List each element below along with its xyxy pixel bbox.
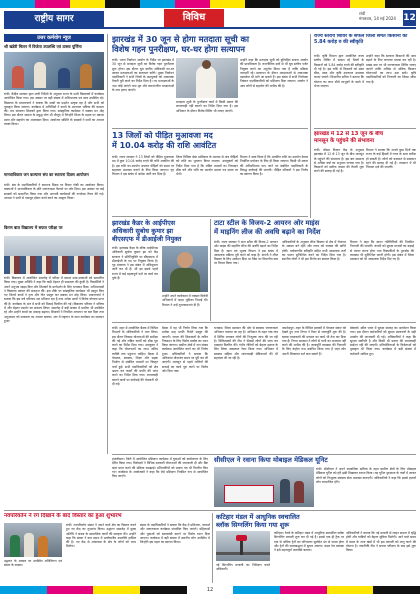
left-box-title: उत्तर कर्मयोग न्यूज <box>4 34 104 42</box>
ccl-photo <box>214 467 314 507</box>
section-title: राष्ट्रीय सागर <box>4 11 104 27</box>
left-column <box>4 34 104 49</box>
color-strip-top <box>0 0 420 8</box>
monsoon-headline-line1: झारखंड में 12 से 13 जून के बीच <box>314 131 384 137</box>
column-rule-3 <box>310 34 311 218</box>
city-name: रांची <box>359 11 366 16</box>
left-story2-body: रांची। संघ के पदाधिकारियों ने स्थापना दिवस पर विचार गोष्ठी का आयोजन किया। वक्ताओं ने मानवाधिकार के प्रति जागरूकता फैलाने पर जोर दिया। इस अवसर पर कई सदस्यों को सम्मानित किया गया और आगामी कार्यक्रमों की रूपरेखा तैयार की गई। अध्यक्ष ने सभी से एकजुट होकर कार्य करने का आह्वान किया। <box>4 183 104 200</box>
row-rule-4 <box>112 322 416 323</box>
monsoon-body-col1: रांची। मौसम विज्ञान केंद्र के अनुसार झारखंड में 12 से 13 जून के बीच मानसून के पहुंचने की संभावना है। इस बार सामान्य से अधिक वर्षा का अनुमान लगाया गया है। किसानों को खरीफ फसल की तैयारी शुरू करने की सलाह दी गई है। <box>314 148 364 174</box>
lead-headline-line1: झारखंड में 30 जून से होगा मतदाता सूची का <box>112 34 250 44</box>
cadre-body-col1: रांची। झारखंड कैडर के वरिष्ठ आईपीएस अधिकारी सुबोध कुमार झा को केंद्र सरकार ने प्रतिनियुक्ति पर बीएसएफ में डीआईजी के पद पर नियुक्त किया है। गृह मंत्रालय ने इस संबंध में अधिसूचना जारी कर दी है। श्री झा इससे पहले राज्य में कई महत्वपूर्ण पदों पर कार्य कर चुके हैं। <box>112 246 158 281</box>
mid-story-col2: बैठक में यह भी निर्णय लिया गया कि प्रत्येक माह प्रगति रिपोर्ट प्रस्तुत की जाएगी। जनता की शिकायतों के त्वरित निष्पादन के लिए विशेष प्रकोष्ठ का गठन किया जाएगा। ग्रामीण क्षेत्रों में जन संवाद कार्यक्रम आयोजित करने का भी निर्णय हुआ। अधिकारियों ने बताया कि अधिकांश योजनाएं समय पर पूरी कर ली जाएंगी। मानसून से पहले नालियों की सफाई का कार्य पूरा करने पर विशेष जोर दिया गया। <box>162 326 208 373</box>
bottom-right-headline <box>216 513 416 529</box>
lead-headline <box>112 34 308 54</box>
story13-body-col2: जिला विधिक सेवा प्राधिकार के माध्यम से पात्र पीड़ितों को राशि का भुगतान किया जाएगा। उपायुक्तों को निर्देश दिया गया है कि लंबित मामलों का निष्पादन शीघ्र करें और राशि का उपयोग प्रमाण पत्र समय पर भेजें। <box>176 155 238 177</box>
ccl-body: रांची। सीसीएल ने अपने सामाजिक दायित्व के तहत ग्रामीण क्षेत्रों के लिए मोबाइल मेडिकल यूनिट को हरी झंडी दिखाकर रवाना किया। यह यूनिट दूरदराज के गांवों में जाकर लोगों को निःशुल्क स्वास्थ्य सेवा उपलब्ध कराएगी। अधिकारियों ने कहा कि इससे हजारों लोग लाभान्वित होंगे। <box>316 467 416 484</box>
monsoon-headline <box>314 131 416 145</box>
tata-body-col1: रांची। राज्य सरकार ने टाटा स्टील की विजय-2 आयरन ओर माइंस की माइनिंग लीज की अवधि बढ़ाने का निर्देश दिया है। खान एवं भूतत्व विभाग ने इस संबंध में आवश्यक प्रक्रिया पूरी करने को कहा है। कंपनी ने लीज विस्तार के लिए आवेदन दिया था जिस पर विभागीय स्तर पर विचार किया गया। <box>214 240 278 266</box>
lead-headline-line2: विशेष गहन पुनरीक्षण, घर-घर होगा सत्यापन <box>112 44 245 54</box>
lead-body-col1: रांची। भारत निर्वाचन आयोग के निर्देश पर झारखंड में 30 जून से मतदाता सूची का विशेष गहन पुनरीक्षण शुरू होगा। इस दौरान बूथ स्तरीय अधिकारी घर-घर जाकर मतदाताओं का सत्यापन करेंगे। मुख्य निर्वाचन पदाधिकारी ने सभी जिलों के उपायुक्तों को आवश्यक तैयारी पूरी करने का निर्देश दिया है। नए मतदाताओं के नाम जोड़े जाएंगे तथा मृत और स्थानांतरित मतदाताओं के नाम हटाए जाएंगे। <box>112 58 174 93</box>
story13-body-col1: रांची। राज्य सरकार ने 13 जिलों को पीड़ित मुआवजा मद में कुल 10.04 करोड़ रुपये की राशि आवंटित की है। इस राशि का उपयोग अपराध पीड़ितों को समय पर सहायता उपलब्ध कराने के लिए किया जाएगा। गृह विभाग ने इस संबंध में आदेश जारी कर दिया है। <box>112 155 174 177</box>
mid-story-col3: धनबाद। जिला प्रशासन की ओर से स्वास्थ्य जागरूकता अभियान चलाया जा रहा है। अभियान के तहत गांव-गांव में शिविर लगाकर लोगों की निःशुल्क जांच की जा रही है। चिकित्सकों की टीम ने सैकड़ों लोगों की जांच कर दवाइयां वितरित कीं। गंभीर रोगियों को बेहतर इलाज के लिए जिला अस्पताल रेफर किया गया। अभियान में स्वास्थ्य सहिया और आंगनबाड़ी सेविकाओं की भी सहायता ली जा रही है। <box>214 326 278 361</box>
bottom-right-body-col2: अधिकारियों ने बताया कि नई प्रणाली से लाइन क्षमता में वृद्धि होगी और यात्रियों को बेहतर सुविधा मिलेगी। आने वाले समय में मंडल के अन्य खंडों में भी इस प्रणाली को लागू करने की योजना है। तकनीकी टीम ने सफल परीक्षण के बाद इसे शुरू किया। <box>346 531 416 553</box>
masthead <box>4 9 416 29</box>
row-rule-6 <box>4 510 416 511</box>
bottom-right-photo <box>216 531 270 561</box>
cadre-headline <box>112 219 208 243</box>
left-photo-2 <box>4 236 104 274</box>
story13-headline-line1: 13 जिलों को पीड़ित मुआवजा मद <box>112 131 213 140</box>
bottom-right-body-col1: कटिहार। रेलवे के कटिहार मंडल में आधुनिक स्वचालित ब्लॉक सिग्नलिंग प्रणाली शुरू कर दी गई है। इससे एक ही ट्रैक पर एक से अधिक ट्रेनों का परिचालन सुरक्षित ढंग से संभव होगा और ट्रेनों की समयबद्धता में सुधार आएगा। मंडल रेल प्रबंधक ने इसे महत्वपूर्ण उपलब्धि बताया। <box>274 531 344 553</box>
story13-headline <box>112 131 308 151</box>
monsoon-headline-line2: मानसून के पहुंचने की संभावना <box>314 138 374 144</box>
right-top-headline: राज्य स्तरीय शिविर के सफल जिलों समेत किसानों को 5.84 करोड़ रु की स्वीकृति <box>314 34 408 45</box>
cadre-headline-line3: बीएसएफ में डीआईजी नियुक्त <box>112 235 182 243</box>
monsoon-body-col2: विभाग ने बताया कि अगले कुछ दिनों तक राज्य के कई हिस्सों में गरज के साथ बारिश हो सकती है। लोगों को वज्रपात से सावधान रहने की सलाह दी गई है। तापमान में भी गिरावट दर्ज की जाएगी। <box>366 148 416 170</box>
row-rule-3 <box>314 128 416 129</box>
right-top-body-col1: रांची। कृषि विभाग द्वारा आयोजित राज्य स्तरीय शिविर में सफल रहे जिलों के किसानों को 5.84 करोड़ रुपये की स्वीकृति दी गई है। इस राशि से किसानों को उन्नत बीज, खाद और कृषि उपकरण उपलब्ध कराए जाएंगे। विभागीय सचिव ने बताया कि योजना का लाभ सीधे लाभुकों के खाते में भेजा जाएगा। <box>314 54 364 89</box>
date-text: मंगलवार, 14 मई 2024 <box>359 16 396 21</box>
tata-body-col3: विभाग ने कहा कि खनन गतिविधियों की नियमित निगरानी की जाएगी। कंपनी को सुरक्षा मानकों का कड़ाई से पालन करना होगा तथा विस्थापितों के पुनर्वास की व्यवस्था भी सुनिश्चित करनी होगी। इस संबंध में जिला प्रशासन को भी आवश्यक निर्देश दिए गए हैं। <box>350 240 414 262</box>
mid-story-col4: जमशेदपुर। शहर के विभिन्न इलाकों में पेयजल संकट को देखते हुए नगर निगम ने टैंकर से जलापूर्ति शुरू की है। खराब चापाकलों की मरम्मत का कार्य भी तेज कर दिया गया है। निगम प्रशासन ने लोगों से पानी का अपव्यय नहीं करने की अपील की है। जलापूर्ति व्यवस्था की निगरानी के लिए कंट्रोल रूम स्थापित किया गया है जहां लोग अपनी शिकायत दर्ज करा सकते हैं। <box>282 326 346 356</box>
lead-body-col2: मतदाता सूची के पुनरीक्षण कार्य में किसी प्रकार की लापरवाही नहीं बरतने का निर्देश दिया गया है। इस अभियान के दौरान विशेष शिविर भी लगाए जाएंगे। <box>176 100 238 113</box>
bottom-right-caption: नई सिग्नलिंग प्रणाली का निरीक्षण करते अधिकारी। <box>216 563 270 572</box>
right-top-body-col2: उन्होंने कहा कि सरकार किसानों की आय बढ़ाने के लिए लगातार प्रयास कर रही है। प्रखंड स्तर पर भी जागरूकता शिविर लगाए जाएंगे ताकि अधिक से अधिक किसान योजनाओं का लाभ उठा सकें। कृषि पदाधिकारियों को निगरानी का जिम्मा सौंपा गया है। <box>366 54 416 84</box>
column-rule-4 <box>212 513 213 583</box>
bottom-right-headline-line2: ब्लॉक सिग्नलिंग किया गया शुरू <box>216 521 290 529</box>
mid-story-col5: बोकारो। स्टील प्लांट में सुरक्षा सप्ताह का आयोजन किया गया। इस दौरान कर्मचारियों को सुरक्षा उपकरणों के सही उपयोग की जानकारी दी गई। अधिकारियों ने कहा कि सुरक्षा सर्वोपरि है और किसी भी प्रकार की लापरवाही बर्दाश्त नहीं की जाएगी। प्रतियोगिताओं के विजेताओं को पुरस्कृत भी किया गया। कार्यक्रम में बड़ी संख्या में कर्मचारी शामिल हुए। <box>350 326 416 356</box>
page-number: 12 <box>403 10 416 26</box>
ccl-headline: सीसीएल ने रवाना किया मोबाइल मेडिकल यूनिट <box>214 456 328 464</box>
left-photo-1 <box>4 52 104 90</box>
row-rule-1 <box>112 128 308 129</box>
tata-headline <box>214 219 414 236</box>
cadre-body-col2: उन्होंने अपने कार्यकाल में नक्सल विरोधी अभियानों में अहम भूमिका निभाई थी। विभाग ने उन्हें शुभकामनाएं दी हैं। <box>162 294 208 307</box>
row-rule-2 <box>112 216 308 217</box>
bottom-left-headline: नवपरिवर्तन ने रंग दिखाने के बाद विस्तार का हुआ शुभारंभ <box>4 513 122 519</box>
mid-left-extra-body: हजारीबाग। जिले में आयोजित प्रशिक्षण कार्यक्रम में युवाओं को स्वरोजगार के लिए प्रेरित किया गया। विशेषज्ञों ने विभिन्न सरकारी योजनाओं की जानकारी दी और बैंक ऋण प्राप्त करने की प्रक्रिया समझाई। प्रतिभागियों को प्रमाण पत्र भी वितरित किए गए। कार्यक्रम के आयोजकों ने कहा कि ऐसे प्रशिक्षण नियमित रूप से आयोजित किए जाएंगे। <box>112 457 208 479</box>
column-rule-2 <box>210 219 211 321</box>
story13-body-col3: विभाग ने स्पष्ट किया है कि आवंटित राशि का उपयोग केवल निर्धारित प्रयोजन के लिए ही किया जाएगा। किसी भी प्रकार की अनियमितता पाए जाने पर संबंधित पदाधिकारी के विरुद्ध कार्रवाई की जाएगी। पीड़ित परिवारों ने इस निर्णय का स्वागत किया है। <box>240 155 308 177</box>
tata-headline-line2: में माइनिंग लीज की अवधि बढ़ाने का निर्देश <box>214 227 321 236</box>
cadre-headline-line1: झारखंड कैडर के आईपीएस <box>112 219 176 227</box>
story13-headline-line2: में 10.04 करोड़ की राशि आवंटित <box>112 141 217 150</box>
mid-story-col1: रांची। शहर में आयोजित बैठक में विभिन्न विभागों के अधिकारियों ने भाग लिया। इस दौरान विकास योजनाओं की समीक्षा की गई और लंबित कार्यों को शीघ्र पूरा करने का निर्देश दिया गया। उपायुक्त ने कहा कि योजनाओं का लाभ अंतिम व्यक्ति तक पहुंचना चाहिए। बैठक में पेयजल, स्वास्थ्य, शिक्षा और सड़क निर्माण से संबंधित मामलों पर विस्तृत चर्चा हुई। सभी पदाधिकारियों को क्षेत्र भ्रमण कर कार्यों की प्रगति की जांच करने का निर्देश दिया गया। लापरवाही बरतने वालों पर कार्रवाई की चेतावनी भी दी गई। <box>112 326 158 386</box>
cadre-photo <box>162 246 208 292</box>
lead-photo <box>176 58 238 98</box>
bottom-left-photo <box>4 523 62 557</box>
cadre-headline-line2: अधिकारी सुबोध कुमार झा <box>112 227 174 235</box>
tata-body-col2: अधिकारियों के अनुसार लीज विस्तार से क्षेत्र में रोजगार के अवसर बने रहेंगे और राज्य को राजस्व की प्राप्ति होगी। पर्यावरणीय स्वीकृति सहित सभी आवश्यक शर्तों का पालन सुनिश्चित करने का निर्देश दिया गया है। स्थानीय लोगों ने भी इस निर्णय का स्वागत किया है। <box>282 240 346 262</box>
left-story3-body: रांची। विद्यालय में आयोजित समारोह में परीक्षा में सफल छात्र-छात्राओं को सम्मानित किया गया। मुख्य अतिथि ने कहा कि कड़ी मेहनत ही सफलता की कुंजी है। विद्यार्थियों ने अपने अनुभव साझा किए और शिक्षकों के मार्गदर्शन के लिए धन्यवाद दिया। अभिभावकों ने विद्यालय प्रबंधन की सराहना की। इस मौके पर सांस्कृतिक कार्यक्रम भी प्रस्तुत किए गए जिनमें बच्चों ने नृत्य और गीत प्रस्तुत कर सबका मन मोह लिया। प्रधानाचार्य ने बताया कि इस वर्ष परिणाम शत प्रतिशत रहा है तथा अनेक छात्रों ने विशेष योग्यता प्राप्त की है। कार्यक्रम के अंत में सभी को मिठाई वितरित की गई। विद्यालय परिवार ने भविष्य में और बेहतर प्रदर्शन का संकल्प लिया। समारोह में बड़ी संख्या में ग्रामीण भी उपस्थित रहे और उन्होंने बच्चों का उत्साह बढ़ाया। शिक्षकों ने नियमित अध्ययन पर बल दिया तथा अनुशासन को सफलता का आधार बताया। अंत में राष्ट्रगान के साथ कार्यक्रम का समापन हुआ। <box>4 276 104 323</box>
footer-page-label: 12 <box>206 587 214 593</box>
column-rule-1 <box>107 34 108 454</box>
left-story2-headline: मानवाधिकार जन कल्याण संघ का स्थापना दिवस आयोजन <box>4 172 89 177</box>
bottom-left-caption: उद्घाटन के अवसर पर उपस्थित अतिथिगण एवं संस्था के सदस्य। <box>4 559 62 568</box>
row-rule-5 <box>112 454 416 455</box>
left-story3-headline: किरण बाल विद्यालय में सफल परीक्षा पर <box>4 225 63 230</box>
left-story1-headline: श्री खंडेरी मिलन में विजेता उपलब्धि एवं उत्सव पूर्णिमा <box>4 44 82 49</box>
left-story1-body: रांची। केंद्रीय सरकार द्वारा जारी निर्देशों के अनुसार राज्य के सभी विद्यालयों में कार्यक्रम आयोजित किया गया। इस अवसर पर बड़ी संख्या में अभिभावक एवं छात्र उपस्थित रहे। विद्यालय के प्रधानाचार्य ने बताया कि छात्रों का प्रदर्शन उत्कृष्ट रहा है और सभी को पुरस्कृत किया जाएगा। कार्यक्रम में अतिथियों ने बच्चों के उज्ज्वल भविष्य की कामना की। मंच संचालन शिक्षकों द्वारा किया गया। सांस्कृतिक कार्यक्रम ने सबका मन मोह लिया। इस दौरान समाज के प्रबुद्ध लोग भी मौजूद थे जिन्होंने शिक्षा के महत्व पर प्रकाश डाला और सहयोग का आश्वासन दिया। आयोजन समिति के सदस्यों ने सभी का आभार व्यक्त किया। <box>4 92 104 127</box>
tata-headline-line1: टाटा स्टील के विजय-2 आयरन ओर माइंस <box>214 219 320 227</box>
bottom-left-body-col2: संस्था के पदाधिकारियों ने बताया कि केंद्र में प्रशिक्षण, परामर्श और जागरूकता कार्यक्रम संचालित किए जाएंगे। महिलाओं और युवाओं को स्वावलंबी बनाने पर विशेष ध्यान दिया जाएगा। कार्यक्रम में बड़ी संख्या में स्थानीय लोग उपस्थित थे जिन्होंने इस पहल का स्वागत किया। <box>140 523 210 545</box>
dateline <box>359 11 403 27</box>
lead-body-col3: उन्होंने कहा कि मतदाता सूची को त्रुटिरहित बनाना आयोग की प्राथमिकता है। राजनीतिक दलों से भी बूथ स्तरीय एजेंट नियुक्त करने का अनुरोध किया गया है ताकि प्रक्रिया पारदर्शी रहे। सत्यापन के दौरान मतदाताओं से आवश्यक दस्तावेज भी मांगे जा सकते हैं। इस संबंध में सभी निर्वाचक निबंधन पदाधिकारियों को प्रशिक्षण दिया जाएगा। आयोग ने आम लोगों से सहयोग की अपील की है। <box>240 58 308 88</box>
bottom-left-body-col1: रांची। नवपरिवर्तन संस्था ने अपने कार्य क्षेत्र का विस्तार करते हुए नए केंद्र का शुभारंभ किया। उद्घाटन समारोह में मुख्य अतिथि ने संस्था के सामाजिक कार्यों की सराहना की। उन्होंने कहा कि संस्था ने कम समय में उल्लेखनीय उपलब्धि हासिल की है। नए केंद्र से आसपास के क्षेत्र के लोगों को लाभ मिलेगा। <box>66 523 136 549</box>
section-category: विविध <box>164 9 224 27</box>
bottom-right-headline-line1: कटिहार मंडल में आधुनिक स्वचालित <box>216 513 300 521</box>
